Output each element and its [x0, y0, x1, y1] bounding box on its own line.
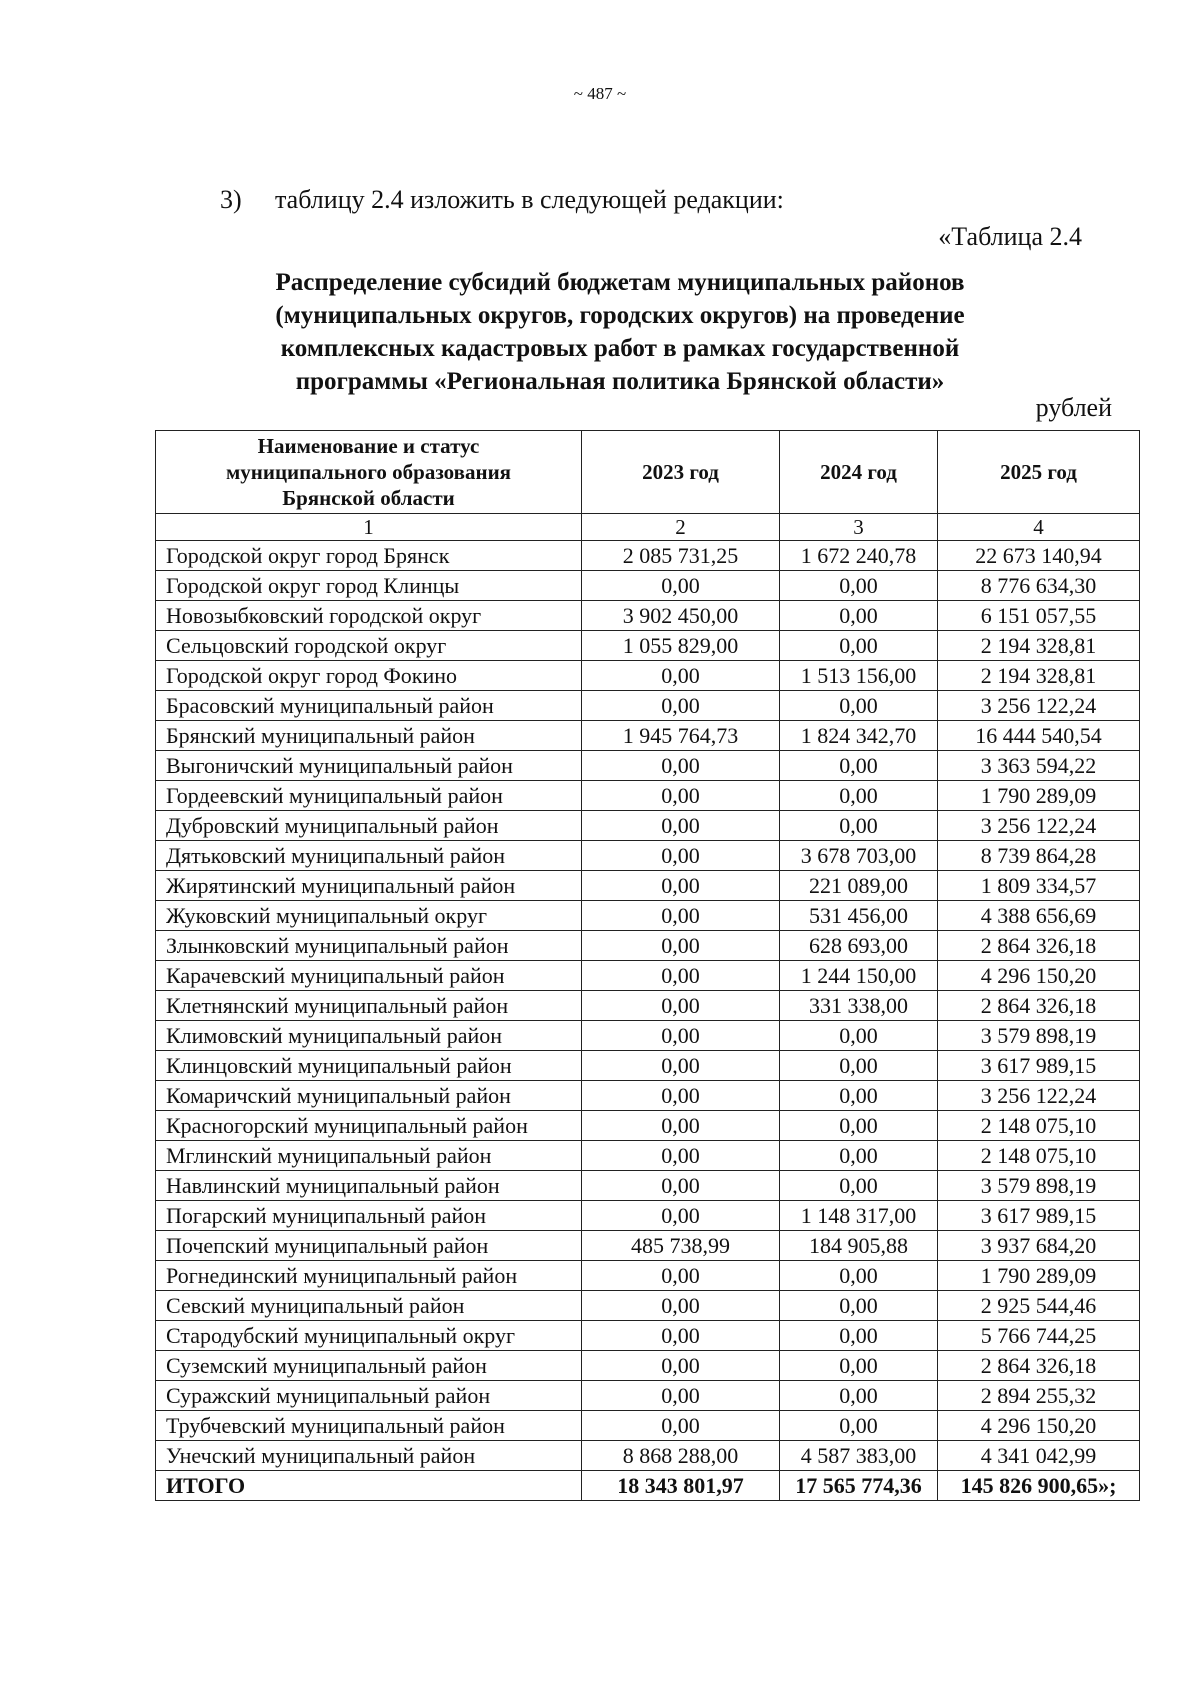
- amount-2024: 1 148 317,00: [780, 1201, 938, 1231]
- amount-2023: 1 945 764,73: [582, 721, 780, 751]
- amount-2024: 17 565 774,36: [780, 1471, 938, 1501]
- amount-2024: 0,00: [780, 1141, 938, 1171]
- amount-2023: 0,00: [582, 661, 780, 691]
- amount-2025: 2 194 328,81: [938, 631, 1140, 661]
- table-row: [156, 991, 1140, 1021]
- amount-2024: 3 678 703,00: [780, 841, 938, 871]
- title-line: комплексных кадастровых работ в рамках государственной: [280, 335, 960, 362]
- header-2025: 2025 год: [938, 431, 1140, 514]
- amount-2025: 3 617 989,15: [938, 1051, 1140, 1081]
- amount-2024: 0,00: [780, 811, 938, 841]
- amount-2025: 2 864 326,18: [938, 931, 1140, 961]
- table-row: [156, 571, 1140, 601]
- header-2024: 2024 год: [780, 431, 938, 514]
- col-number: 2: [582, 514, 780, 541]
- municipality-name: Климовский муниципальный район: [156, 1021, 582, 1051]
- municipality-name: Брасовский муниципальный район: [156, 691, 582, 721]
- amount-2024: 0,00: [780, 1051, 938, 1081]
- amount-2025: 5 766 744,25: [938, 1321, 1140, 1351]
- municipality-name: Карачевский муниципальный район: [156, 961, 582, 991]
- amount-2024: 0,00: [780, 1321, 938, 1351]
- units-label: рублей: [1035, 393, 1112, 422]
- table-row: [156, 1261, 1140, 1291]
- municipality-name: Трубчевский муниципальный район: [156, 1411, 582, 1441]
- col-number: 3: [780, 514, 938, 541]
- amount-2025: 145 826 900,65»;: [938, 1471, 1140, 1501]
- header-name: [156, 431, 582, 514]
- municipality-name: Городской округ город Фокино: [156, 661, 582, 691]
- amount-2024: 1 244 150,00: [780, 961, 938, 991]
- table-row: [156, 691, 1140, 721]
- municipality-name: Сельцовский городской округ: [156, 631, 582, 661]
- amount-2024: 1 672 240,78: [780, 541, 938, 571]
- amount-2023: 0,00: [582, 1081, 780, 1111]
- amount-2023: 0,00: [582, 571, 780, 601]
- amount-2025: 1 790 289,09: [938, 781, 1140, 811]
- table-row: [156, 1201, 1140, 1231]
- amount-2025: 22 673 140,94: [938, 541, 1140, 571]
- table-header-row: [156, 431, 1140, 514]
- municipality-name: Погарский муниципальный район: [156, 1201, 582, 1231]
- table-row: [156, 1321, 1140, 1351]
- table-row: [156, 841, 1140, 871]
- header-name-line: Наименование и статус: [257, 434, 480, 458]
- municipality-name: Рогнединский муниципальный район: [156, 1261, 582, 1291]
- municipality-name: Гордеевский муниципальный район: [156, 781, 582, 811]
- amount-2024: 531 456,00: [780, 901, 938, 931]
- amount-2025: 2 148 075,10: [938, 1141, 1140, 1171]
- amount-2025: 8 776 634,30: [938, 571, 1140, 601]
- amount-2025: 3 617 989,15: [938, 1201, 1140, 1231]
- table-row: [156, 1141, 1140, 1171]
- amount-2024: 628 693,00: [780, 931, 938, 961]
- municipality-name: Клетнянский муниципальный район: [156, 991, 582, 1021]
- table-row: [156, 901, 1140, 931]
- amount-2024: 0,00: [780, 631, 938, 661]
- amount-2024: 184 905,88: [780, 1231, 938, 1261]
- amount-2024: 0,00: [780, 1111, 938, 1141]
- amount-2025: 2 864 326,18: [938, 991, 1140, 1021]
- amount-2024: 0,00: [780, 571, 938, 601]
- table-row: [156, 601, 1140, 631]
- instruction: [220, 185, 784, 215]
- amount-2025: 2 194 328,81: [938, 661, 1140, 691]
- table-row: [156, 721, 1140, 751]
- municipality-name: Суражский муниципальный район: [156, 1381, 582, 1411]
- amount-2024: 1 513 156,00: [780, 661, 938, 691]
- table-row: [156, 871, 1140, 901]
- page-number: ~ 487 ~: [573, 84, 627, 103]
- col-number: 1: [156, 514, 582, 541]
- amount-2025: 8 739 864,28: [938, 841, 1140, 871]
- amount-2025: 4 296 150,20: [938, 1411, 1140, 1441]
- title-line: (муниципальных округов, городских округов) на проведение: [275, 302, 965, 329]
- municipality-name: Дятьковский муниципальный район: [156, 841, 582, 871]
- document-title: [230, 266, 1010, 398]
- municipality-name: Комаричский муниципальный район: [156, 1081, 582, 1111]
- amount-2024: 331 338,00: [780, 991, 938, 1021]
- amount-2023: 0,00: [582, 841, 780, 871]
- amount-2023: 3 902 450,00: [582, 601, 780, 631]
- municipality-name: Севский муниципальный район: [156, 1291, 582, 1321]
- table-row: [156, 1411, 1140, 1441]
- table-row: [156, 661, 1140, 691]
- table-row: [156, 961, 1140, 991]
- amount-2023: 0,00: [582, 1321, 780, 1351]
- amount-2024: 4 587 383,00: [780, 1441, 938, 1471]
- amount-2025: 6 151 057,55: [938, 601, 1140, 631]
- table-row: [156, 1021, 1140, 1051]
- amount-2025: 16 444 540,54: [938, 721, 1140, 751]
- table-row: [156, 1081, 1140, 1111]
- amount-2024: 0,00: [780, 1021, 938, 1051]
- municipality-name: Злынковский муниципальный район: [156, 931, 582, 961]
- municipality-name: Брянский муниципальный район: [156, 721, 582, 751]
- municipality-name: Городской округ город Клинцы: [156, 571, 582, 601]
- header-name-line: муниципального образования: [225, 460, 512, 484]
- municipality-name: Городской округ город Брянск: [156, 541, 582, 571]
- municipality-name: Новозыбковский городской округ: [156, 601, 582, 631]
- amount-2025: 4 341 042,99: [938, 1441, 1140, 1471]
- amount-2024: 0,00: [780, 1351, 938, 1381]
- amount-2025: 1 809 334,57: [938, 871, 1140, 901]
- amount-2024: 0,00: [780, 1261, 938, 1291]
- table-row: [156, 631, 1140, 661]
- amount-2023: 0,00: [582, 751, 780, 781]
- amount-2023: 485 738,99: [582, 1231, 780, 1261]
- amount-2023: 2 085 731,25: [582, 541, 780, 571]
- title-line: Распределение субсидий бюджетам муниципальных районов: [275, 269, 965, 296]
- amount-2025: 2 148 075,10: [938, 1111, 1140, 1141]
- table-body: [156, 541, 1140, 1501]
- municipality-name: Стародубский муниципальный округ: [156, 1321, 582, 1351]
- amount-2024: 0,00: [780, 781, 938, 811]
- table-row: [156, 541, 1140, 571]
- table-row: [156, 1381, 1140, 1411]
- amount-2023: 1 055 829,00: [582, 631, 780, 661]
- amount-2023: 18 343 801,97: [582, 1471, 780, 1501]
- header-name-line: Брянской области: [282, 486, 455, 510]
- municipality-name: Навлинский муниципальный район: [156, 1171, 582, 1201]
- amount-2023: 0,00: [582, 931, 780, 961]
- header-2023: 2023 год: [582, 431, 780, 514]
- amount-2025: 3 579 898,19: [938, 1021, 1140, 1051]
- amount-2023: 0,00: [582, 1171, 780, 1201]
- municipality-name: ИТОГО: [156, 1471, 582, 1501]
- amount-2024: 221 089,00: [780, 871, 938, 901]
- amount-2025: 3 363 594,22: [938, 751, 1140, 781]
- table-reference: «Таблица 2.4: [938, 222, 1082, 251]
- amount-2025: 2 864 326,18: [938, 1351, 1140, 1381]
- municipality-name: Жирятинский муниципальный район: [156, 871, 582, 901]
- total-row: [156, 1471, 1140, 1501]
- amount-2023: 0,00: [582, 901, 780, 931]
- municipality-name: Красногорский муниципальный район: [156, 1111, 582, 1141]
- table-row: [156, 751, 1140, 781]
- table-row: [156, 811, 1140, 841]
- amount-2023: 0,00: [582, 1021, 780, 1051]
- amount-2025: 3 579 898,19: [938, 1171, 1140, 1201]
- municipality-name: Суземский муниципальный район: [156, 1351, 582, 1381]
- amount-2023: 0,00: [582, 1411, 780, 1441]
- amount-2025: 4 388 656,69: [938, 901, 1140, 931]
- amount-2023: 0,00: [582, 1111, 780, 1141]
- amount-2023: 0,00: [582, 961, 780, 991]
- amount-2023: 0,00: [582, 1351, 780, 1381]
- amount-2023: 0,00: [582, 1201, 780, 1231]
- amount-2024: 0,00: [780, 751, 938, 781]
- amount-2024: 0,00: [780, 1381, 938, 1411]
- amount-2025: 4 296 150,20: [938, 961, 1140, 991]
- municipality-name: Выгоничский муниципальный район: [156, 751, 582, 781]
- amount-2023: 0,00: [582, 691, 780, 721]
- municipality-name: Дубровский муниципальный район: [156, 811, 582, 841]
- table-row: [156, 1351, 1140, 1381]
- amount-2023: 0,00: [582, 871, 780, 901]
- amount-2023: 0,00: [582, 1381, 780, 1411]
- amount-2024: 0,00: [780, 1411, 938, 1441]
- amount-2024: 0,00: [780, 1081, 938, 1111]
- amount-2025: 3 256 122,24: [938, 811, 1140, 841]
- municipality-name: Клинцовский муниципальный район: [156, 1051, 582, 1081]
- column-number-row: [156, 514, 1140, 541]
- amount-2023: 0,00: [582, 811, 780, 841]
- table-row: [156, 931, 1140, 961]
- table-row: [156, 1291, 1140, 1321]
- amount-2023: 0,00: [582, 1261, 780, 1291]
- amount-2024: 1 824 342,70: [780, 721, 938, 751]
- table-row: [156, 1231, 1140, 1261]
- table-row: [156, 1051, 1140, 1081]
- amount-2023: 0,00: [582, 1051, 780, 1081]
- municipality-name: Мглинский муниципальный район: [156, 1141, 582, 1171]
- amount-2025: 1 790 289,09: [938, 1261, 1140, 1291]
- title-line: программы «Региональная политика Брянской области»: [295, 368, 945, 395]
- amount-2023: 0,00: [582, 1291, 780, 1321]
- table-row: [156, 1171, 1140, 1201]
- amount-2025: 2 925 544,46: [938, 1291, 1140, 1321]
- amount-2023: 0,00: [582, 781, 780, 811]
- municipality-name: Почепский муниципальный район: [156, 1231, 582, 1261]
- instruction-text: таблицу 2.4 изложить в следующей редакции:: [275, 185, 784, 214]
- amount-2024: 0,00: [780, 1291, 938, 1321]
- amount-2023: 0,00: [582, 1141, 780, 1171]
- table-row: [156, 781, 1140, 811]
- amount-2024: 0,00: [780, 691, 938, 721]
- municipality-name: Унечский муниципальный район: [156, 1441, 582, 1471]
- amount-2024: 0,00: [780, 1171, 938, 1201]
- amount-2025: 3 256 122,24: [938, 691, 1140, 721]
- amount-2023: 8 868 288,00: [582, 1441, 780, 1471]
- subsidy-table: [155, 430, 1140, 1501]
- instruction-number: 3): [220, 185, 242, 214]
- amount-2023: 0,00: [582, 991, 780, 1021]
- amount-2025: 3 256 122,24: [938, 1081, 1140, 1111]
- amount-2025: 2 894 255,32: [938, 1381, 1140, 1411]
- table-row: [156, 1441, 1140, 1471]
- col-number: 4: [938, 514, 1140, 541]
- municipality-name: Жуковский муниципальный округ: [156, 901, 582, 931]
- amount-2024: 0,00: [780, 601, 938, 631]
- table-row: [156, 1111, 1140, 1141]
- amount-2025: 3 937 684,20: [938, 1231, 1140, 1261]
